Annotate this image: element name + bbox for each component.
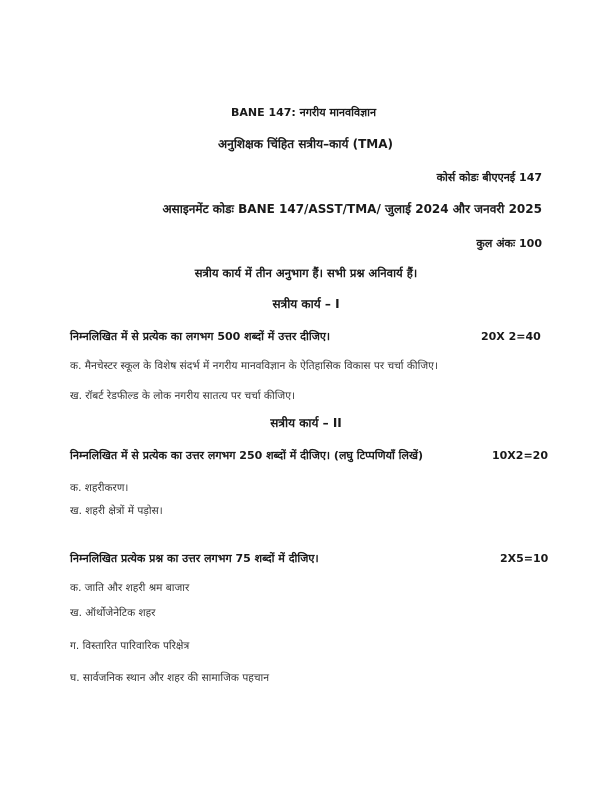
section-instruction: निम्नलिखित में से प्रत्येक का लगभग 500 शब्दों में उत्तर दीजिए। xyxy=(70,330,331,343)
section-instruction: निम्नलिखित में से प्रत्येक का उत्तर लगभग 250 शब्दों में दीजिए। (लघु टिप्पणियाँ लिखें) xyxy=(70,449,423,462)
question-item: ख. ऑर्थोजेनेटिक शहर xyxy=(70,607,156,619)
section-heading: सत्रीय कार्य – II xyxy=(270,416,342,430)
question-item: ख. शहरी क्षेत्रों में पड़ोस। xyxy=(70,505,163,517)
section-heading: सत्रीय कार्य – I xyxy=(272,297,340,311)
tma-title: अनुशिक्षक चिंहित सत्रीय–कार्य (TMA) xyxy=(218,137,393,151)
section-marks: 10X2=20 xyxy=(492,449,548,462)
question-item: क. जाति और शहरी श्रम बाजार xyxy=(70,582,190,594)
assignment-code: असाइनमेंट कोडः BANE 147/ASST/TMA/ जुलाई 2024 और जनवरी 2025 xyxy=(162,202,542,216)
question-item: घ. सार्वजनिक स्थान और शहर की सामाजिक पहचान xyxy=(70,672,270,684)
section-instruction: निम्नलिखित प्रत्येक प्रश्न का उत्तर लगभग 75 शब्दों में दीजिए। xyxy=(70,552,319,565)
section-marks: 20X 2=40 xyxy=(481,330,541,343)
instructions: सत्रीय कार्य में तीन अनुभाग हैं। सभी प्रश्न अनिवार्य हैं। xyxy=(194,266,418,280)
total-marks: कुल अंकः 100 xyxy=(476,237,542,250)
course-title: BANE 147: नगरीय मानवविज्ञान xyxy=(231,106,377,119)
question-item: क. शहरीकरण। xyxy=(70,482,129,494)
section-marks: 2X5=10 xyxy=(500,552,549,565)
question-item: क. मैनचेस्टर स्कूल के विशेष संदर्भ में नगरीय मानवविज्ञान के ऐतिहासिक विकास पर चर्चा कीजिए। xyxy=(70,360,438,372)
course-code: कोर्स कोडः बीएएनई 147 xyxy=(436,171,542,184)
question-item: ग. विस्तारित पारिवारिक परिक्षेत्र xyxy=(70,640,190,652)
question-item: ख. रॉबर्ट रेडफील्ड के लोक नगरीय सातत्य पर चर्चा कीजिए। xyxy=(70,390,296,402)
